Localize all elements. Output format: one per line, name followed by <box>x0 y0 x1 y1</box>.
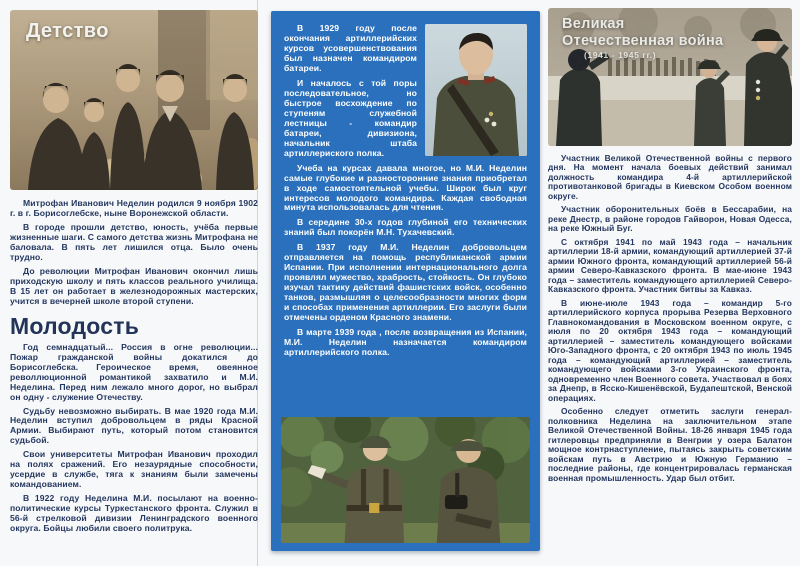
paragraph: В городе прошли детство, юность, учёба первые жизненные шаги. С самого детства жизнь Митрофана не баловала. В пять лет лишился отца. Было очень трудно. <box>10 221 258 262</box>
war-text <box>548 154 792 483</box>
two-officers-field-photo <box>281 417 530 543</box>
war-title-line2: Отечественная война <box>562 32 724 49</box>
paragraph: В 1929 году после окончания артиллерийских курсов усовершенствования был назначен командиром батареи. <box>284 23 417 73</box>
paragraph: Учеба на курсах давала многое, но М.И. Неделин самые глубокие и разносторонние знания приобретал в ходе самостоятельной учебы. Широк был круг интересов молодого командира. Каждая свободная минута использовалась для чтения. <box>284 162 527 213</box>
paragraph: В середине 30-х годов глубиной его технических знаний был покорён М.Н. Тухачевский. <box>284 217 527 238</box>
paragraph: Свои университеты Митрофан Иванович проходил на полях сражений. Его незаурядные способности, усердие в службе, тяга к знаниям были замечены командованием. <box>10 449 258 490</box>
war-title-years: (1941 - 1945 гг.) <box>584 50 657 61</box>
paragraph: Участник оборонительных боёв в Бессарабии, на реке Днестр, в районе городов Гайворон, Новая Одесса, на реке Южный Буг. <box>548 204 792 234</box>
parade-salute-photo <box>548 8 792 146</box>
paragraph: Особенно следует отметить заслуги генерал-полковника Неделина на заключительном этапе Великой Отечественной Войны. 18-26 января 1945 года гитлеровцы предприняли в Венгрии у озера Балатон мощное контрнаступление, пытаясь закрыть советским войскам путь в Австрию и Южную Германию – последние районы, где концентрировалась германская военная промышленность. Удар был отбит. <box>548 406 792 483</box>
paragraph: Год семнадцатый... Россия в огне революции... Пожар гражданской войны докатился до Борисоглебска. Героическое время, овеянное револлюционной романтикой захватило и М.И. Неделина. Перед ним лежало много дорог, но выбрал он одну - служение Отечеству. <box>10 341 258 402</box>
paragraph: В 1922 году Неделина М.И. посылают на военно-политические курсы Туркестанского фронта. Служил в 56-й стрелковой дивизии Ленинградского военного округа. Бойцы любили своего политрука. <box>10 493 258 534</box>
portrait-art <box>425 24 527 156</box>
section-title-childhood: Детство <box>26 20 109 42</box>
paragraph: В июне-июле 1943 года – командир 5-го артиллерийского корпуса прорыва Резерва Верховного Главнокомандования в Московском военном округе, с июля по 20 октября 1943 года – командующий артиллерией – заместитель командующего войсками Юго-Западного фронта, с 20 октября 1943 по июль 1945 года – командующий артиллерией – заместитель командующего войсками 3-го Украинского фронта, одновременно член Военного совета. Участвовал в боях за Днепр, в Ясско-Кишенёвской, Будапештской, Венской операциях. <box>548 297 792 403</box>
section-title-war <box>562 16 723 60</box>
column-childhood <box>10 10 258 538</box>
paragraph: С октября 1941 по май 1943 года – начальник артиллерии 18-й армии, командующий артиллерией 37-й армии Южного фронта, командующий артиллерией 56-й армии Северо-Кавказского фронта. В мае-июне 1943 года – заместитель командующего артиллерией Северо-Кавказского фронта. Участник битвы за Кавказ. <box>548 236 792 295</box>
paragraph: Судьбу невозможно выбирать. В мае 1920 года М.И. Неделин вступил добровольцем в ряды Красной Армии. Выбирают путь, который потом становится судьбой. <box>10 405 258 446</box>
paragraph: Митрофан Иванович Неделин родился 9 ноября 1902 г. в г. Борисоглебске, ныне Воронежской области. <box>10 198 258 218</box>
section-title-youth: Молодость <box>10 312 140 339</box>
paragraph: Участник Великой Отечественной войны с первого дня. На момент начала боевых действий занимал должность командира 4-й артиллерийской противотанковой бригады в Киевском Особом военном округе. <box>548 153 792 201</box>
war-title-line1: Великая <box>562 16 625 32</box>
column-war <box>548 8 792 487</box>
paragraph: До революции Митрофан Иванович окончил лишь приходскую школу и пять классов реального училища. В 15 лет он работает в железнодорожных мастерских, учится в вечерней школе второй ступени. <box>10 265 258 306</box>
paragraph: И началось с той поры последовательное, но быстрое восхождение по ступеням служебной лестницы - командир батареи, дивизиона, начальник штаба артиллериского полка. <box>284 77 417 158</box>
field-photo-art <box>281 417 530 543</box>
childhood-text <box>10 199 258 534</box>
family-childhood-photo <box>10 10 258 190</box>
panel-career <box>271 11 540 551</box>
paragraph: В марте 1939 года , после возвращения из Испании, М.И. Неделин назначается командиром артиллерийского полка. <box>284 327 527 358</box>
officer-portrait-photo <box>425 24 527 156</box>
paragraph: В 1937 году М.И. Неделин добровольцем отправляется на помощь республиканской армии Испании. При исполнении интернационального долга проявлял мужество, храбрость, стойкость. Он глубоко изучал тактику действий фашистских войск, особенно танков, размышляя о целесообразности многих форм и способах применения артиллерии. Его заслуги были отмечены орденом Красного знамени. <box>284 242 527 323</box>
